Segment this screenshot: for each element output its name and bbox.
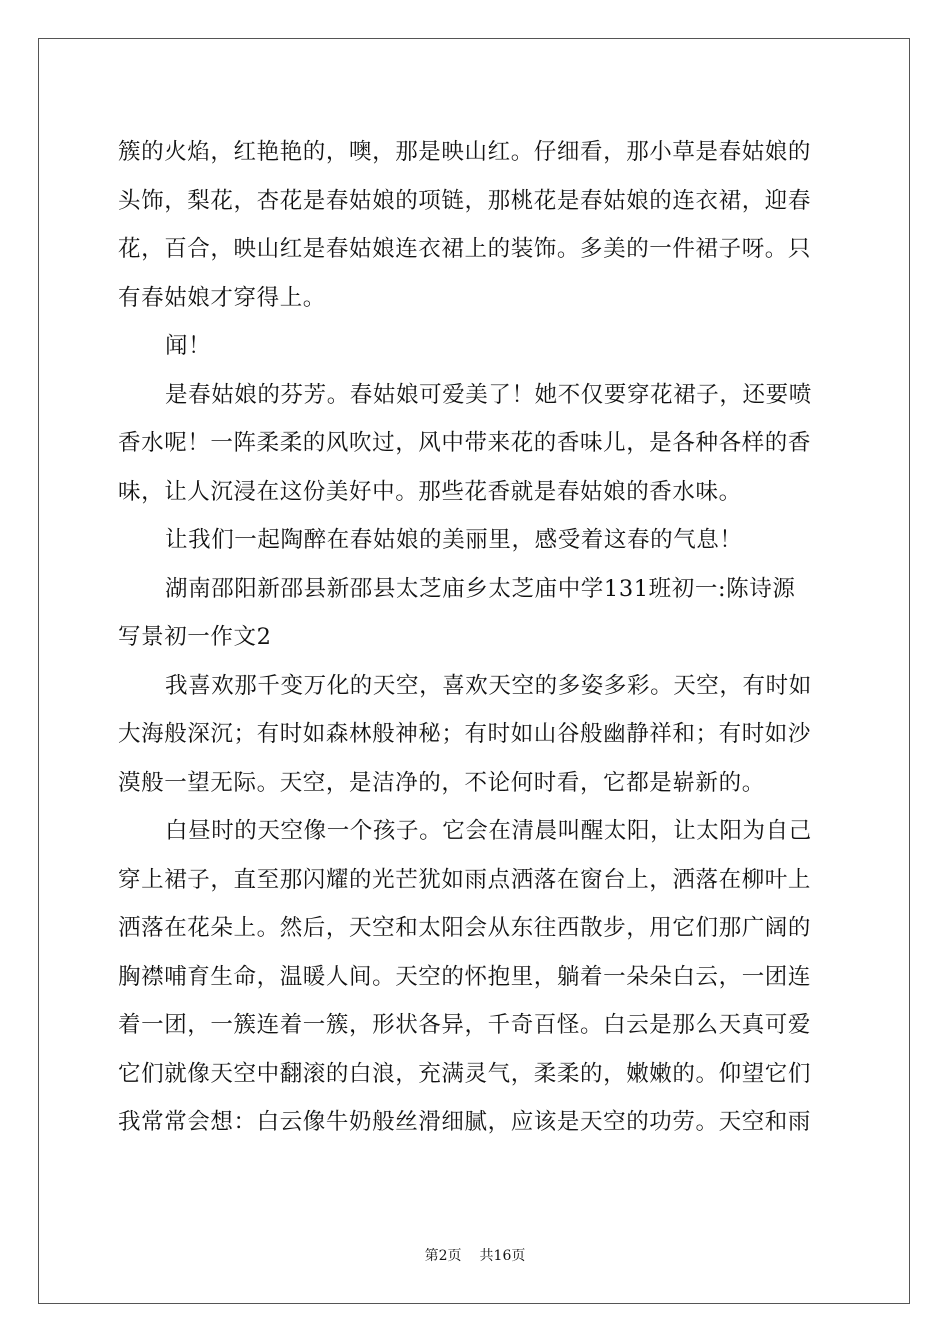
text-line: 让我们一起陶醉在春姑娘的美丽里，感受着这春的气息！ bbox=[165, 527, 743, 553]
text-line: 是春姑娘的芬芳。春姑娘可爱美了！她不仅要穿花裙子，还要喷 bbox=[165, 381, 812, 408]
text-line: 湖南邵阳新邵县新邵县太芝庙乡太芝庙中学131班初一:陈诗源 bbox=[165, 575, 796, 602]
text-line: 洒落在花朵上。然后，天空和太阳会从东往西散步，用它们那广阔的 bbox=[118, 915, 812, 941]
text-line: 簇的火焰，红艳艳的，噢，那是映山红。仔细看，那小草是春姑娘的 bbox=[118, 139, 812, 165]
page-total: 共16页 bbox=[479, 1248, 526, 1264]
text-line: 胸襟哺育生命，温暖人间。天空的怀抱里，躺着一朵朵白云，一团连 bbox=[118, 963, 812, 990]
page-number: 第2页 bbox=[424, 1248, 462, 1264]
text-line: 着一团，一簇连着一簇，形状各异，千奇百怪。白云是那么天真可爱 bbox=[118, 1012, 812, 1038]
section-heading: 写景初一作文2 bbox=[118, 624, 272, 650]
document-body bbox=[118, 128, 834, 1147]
text-line: 有春姑娘才穿得上。 bbox=[118, 284, 326, 311]
text-line: 穿上裙子，直至那闪耀的光芒犹如雨点洒落在窗台上，洒落在柳叶上 bbox=[118, 866, 812, 893]
text-line: 大海般深沉；有时如森林般神秘；有时如山谷般幽静祥和；有时如沙 bbox=[118, 721, 812, 747]
text-line: 白昼时的天空像一个孩子。它会在清晨叫醒太阳，让太阳为自己 bbox=[165, 818, 812, 844]
text-line: 我常常会想：白云像牛奶般丝滑细腻，应该是天空的功劳。天空和雨 bbox=[118, 1109, 812, 1135]
text-line: 它们就像天空中翻滚的白浪，充满灵气，柔柔的，嫩嫩的。仰望它们 bbox=[118, 1060, 812, 1087]
text-line: 闻！ bbox=[165, 333, 212, 359]
text-line: 漠般一望无际。天空，是洁净的，不论何时看，它都是崭新的。 bbox=[118, 769, 765, 796]
text-line: 我喜欢那千变万化的天空，喜欢天空的多姿多彩。天空，有时如 bbox=[165, 672, 812, 699]
text-line: 香水呢！一阵柔柔的风吹过，风中带来花的香味儿，是各种各样的香 bbox=[118, 430, 812, 456]
text-line: 头饰，梨花，杏花是春姑娘的项链，那桃花是春姑娘的连衣裙，迎春 bbox=[118, 187, 812, 214]
text-line: 花，百合，映山红是春姑娘连衣裙上的装饰。多美的一件裙子呀。只 bbox=[118, 236, 812, 262]
text-line: 味，让人沉浸在这份美好中。那些花香就是春姑娘的香水味。 bbox=[118, 478, 742, 505]
page-footer bbox=[0, 1245, 950, 1265]
